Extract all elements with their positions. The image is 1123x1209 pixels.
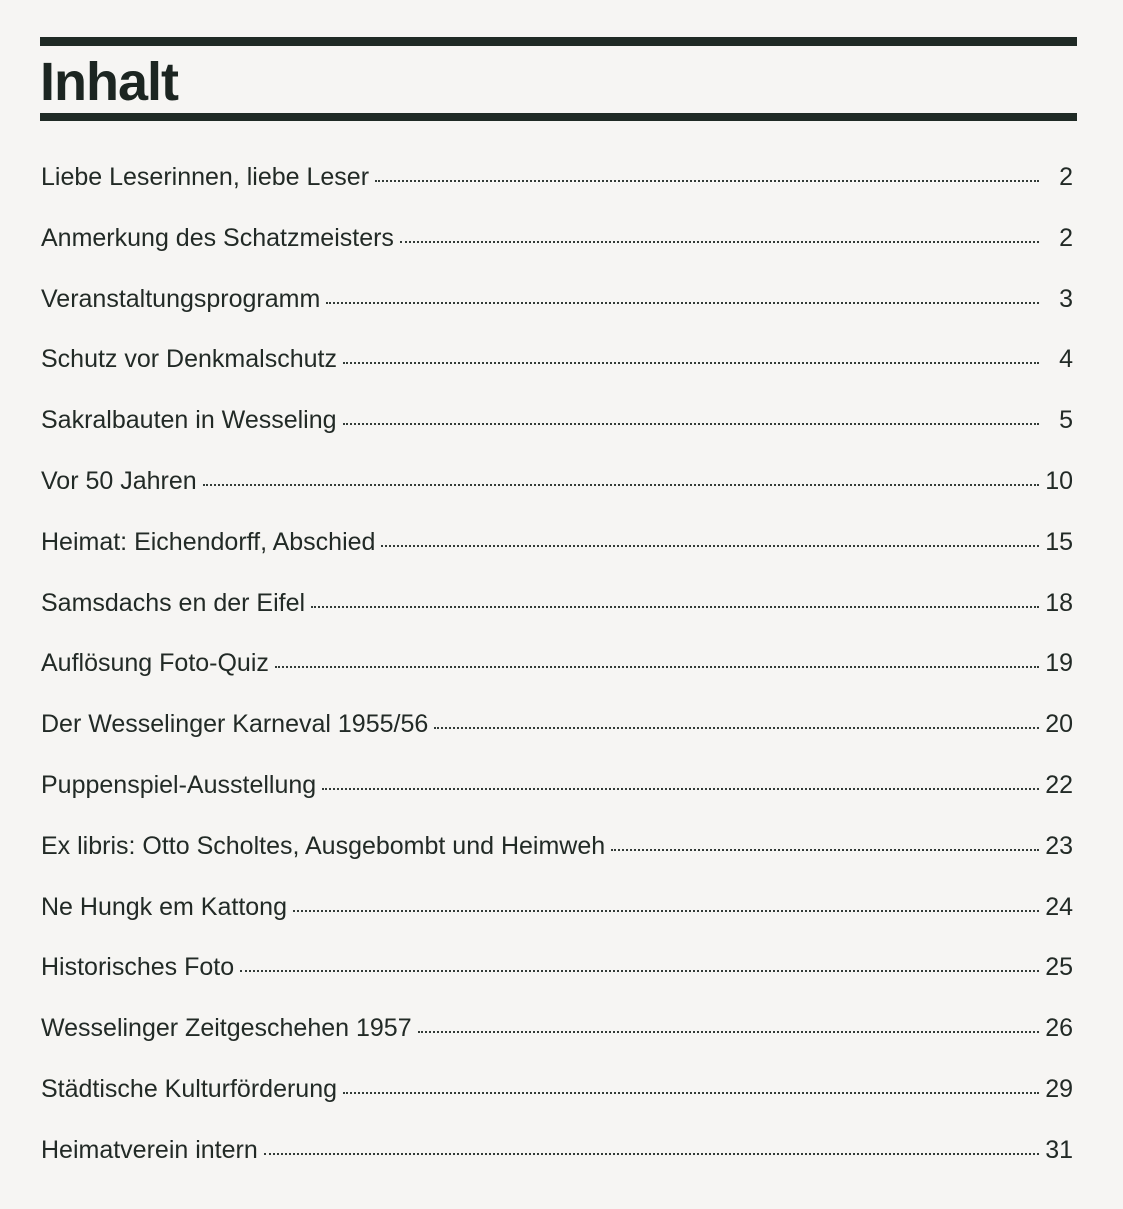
toc-entry-page-number: 20 <box>1045 710 1073 739</box>
toc-entry-page-number: 10 <box>1045 466 1073 495</box>
dot-leader <box>203 483 1039 486</box>
toc-entry-title: Ex libris: Otto Scholtes, Ausgebombt und Heimweh <box>41 831 606 860</box>
toc-entry-title: Puppenspiel-Ausstellung <box>41 770 317 799</box>
toc-entry-page-number: 2 <box>1059 163 1073 191</box>
toc-entry-page-number: 4 <box>1059 345 1073 374</box>
dot-leader <box>275 665 1039 668</box>
toc-entry <box>41 573 1073 634</box>
toc-entry-title: Schutz vor Denkmalschutz <box>41 345 337 374</box>
toc-entry-title: Anmerkung des Schatzmeisters <box>41 223 394 252</box>
toc-entry-page-number: 22 <box>1045 770 1073 799</box>
dot-leader <box>343 1091 1039 1094</box>
toc-entry-page-number: 2 <box>1059 223 1073 252</box>
toc-entry <box>41 694 1073 755</box>
toc-list <box>41 147 1073 1181</box>
toc-entry-title: Städtische Kulturförderung <box>41 1074 338 1103</box>
toc-entry-title: Vor 50 Jahren <box>41 466 197 495</box>
top-rule <box>40 37 1077 46</box>
toc-entry-title: Liebe Leserinnen, liebe Leser <box>41 163 370 191</box>
toc-entry-page-number: 15 <box>1045 527 1073 556</box>
toc-entry <box>41 1120 1073 1181</box>
dot-leader <box>293 909 1039 912</box>
toc-entry-title: Der Wesselinger Karneval 1955/56 <box>41 710 429 739</box>
toc-entry-title: Ne Hungk em Kattong <box>41 892 287 921</box>
toc-entry-page-number: 23 <box>1045 831 1073 860</box>
toc-entry <box>41 816 1073 877</box>
toc-entry-page-number: 29 <box>1045 1074 1073 1103</box>
toc-entry-title: Auflösung Foto-Quiz <box>41 649 269 678</box>
toc-entry <box>41 208 1073 269</box>
dot-leader <box>381 544 1039 547</box>
toc-entry-title: Veranstaltungsprogramm <box>41 284 321 313</box>
toc-entry-title: Wesselinger Zeitgeschehen 1957 <box>41 1014 412 1043</box>
toc-entry-page-number: 19 <box>1045 649 1073 678</box>
toc-entry-page-number: 3 <box>1059 284 1073 313</box>
toc-entry-page-number: 25 <box>1045 953 1073 982</box>
toc-entry <box>41 937 1073 998</box>
dot-leader <box>326 301 1039 304</box>
dot-leader <box>400 240 1039 243</box>
dot-leader <box>375 179 1039 182</box>
toc-entry-title: Historisches Foto <box>41 953 235 982</box>
toc-entry <box>41 998 1073 1059</box>
toc-entry <box>41 877 1073 938</box>
dot-leader <box>264 1152 1039 1155</box>
toc-entry-title: Heimatverein intern <box>41 1135 258 1164</box>
toc-entry-title: Samsdachs en der Eifel <box>41 588 306 617</box>
toc-entry-page-number: 5 <box>1059 406 1073 435</box>
toc-entry-title: Heimat: Eichendorff, Abschied <box>41 527 376 556</box>
toc-entry-title: Sakralbauten in Wesseling <box>41 406 337 435</box>
toc-entry <box>41 512 1073 573</box>
dot-leader <box>322 787 1039 790</box>
dot-leader <box>434 726 1039 729</box>
toc-entry <box>41 633 1073 694</box>
toc-entry <box>41 269 1073 330</box>
toc-entry-page-number: 31 <box>1045 1135 1073 1164</box>
toc-entry <box>41 1059 1073 1120</box>
dot-leader <box>343 361 1039 364</box>
dot-leader <box>418 1030 1039 1033</box>
toc-entry <box>41 755 1073 816</box>
page-title: Inhalt <box>40 52 178 112</box>
toc-entry-page-number: 24 <box>1045 892 1073 921</box>
toc-entry <box>41 329 1073 390</box>
dot-leader <box>611 848 1039 851</box>
title-underline-rule <box>40 113 1077 121</box>
toc-entry-page-number: 26 <box>1045 1014 1073 1043</box>
dot-leader <box>240 969 1039 972</box>
dot-leader <box>343 422 1039 425</box>
toc-entry-page-number: 18 <box>1045 588 1073 617</box>
toc-entry <box>41 147 1073 208</box>
dot-leader <box>311 605 1039 608</box>
toc-entry <box>41 451 1073 512</box>
toc-entry <box>41 390 1073 451</box>
